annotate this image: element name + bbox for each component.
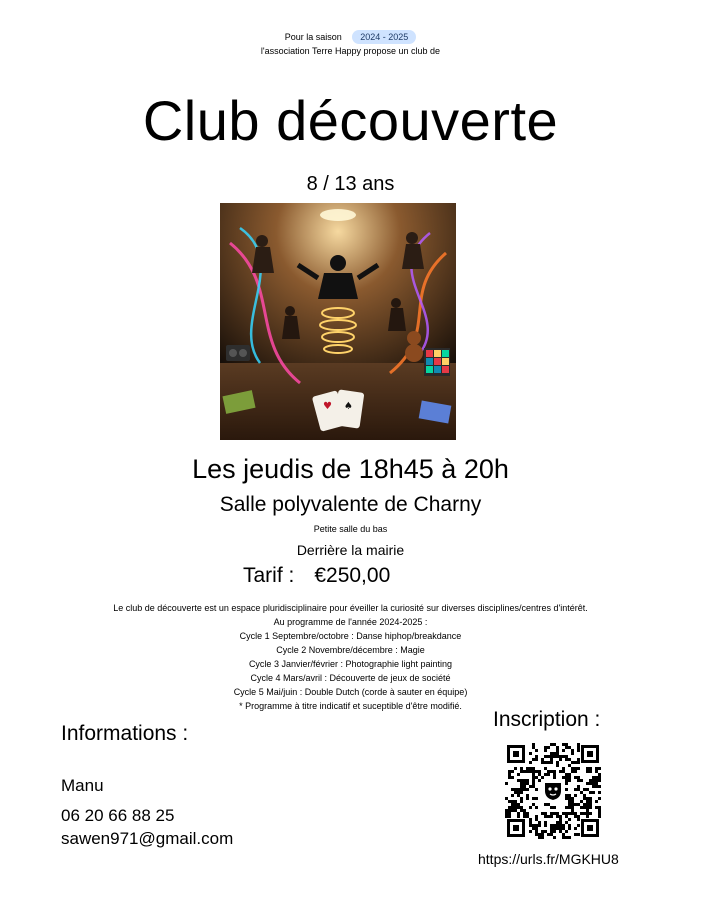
inscription-url[interactable]: https://urls.fr/MGKHU8 [478,851,619,867]
description-intro: Le club de découverte est un espace pluridisciplinaire pour éveiller la curiosité sur diverses disciplines/centres d'intérêt. [113,603,588,613]
season-label: Pour la saison [284,32,342,42]
program-cycle: Cycle 1 Septembre/octobre : Danse hiphop/breakdance [239,631,462,641]
page-title: Club découverte [142,89,559,152]
svg-text:♥: ♥ [323,401,332,412]
venue-location-hint: Derrière la mairie [296,542,405,558]
inscription-title: Inscription : [493,708,601,731]
program-cycle: Cycle 5 Mai/juin : Double Dutch (corde à sauter en équipe) [233,687,468,697]
venue-room: Petite salle du bas [313,524,388,534]
program-disclaimer: * Programme à titre indicatif et suceptible d'être modifié. [239,701,462,711]
contact-phone[interactable]: 06 20 66 88 25 [61,806,175,825]
schedule: Les jeudis de 18h45 à 20h [192,454,509,484]
season-badge: 2024 - 2025 [352,30,416,44]
intro-text: l'association Terre Happy propose un club de [260,46,441,56]
contact-email[interactable]: sawen971@gmail.com [61,829,234,848]
qr-code-icon[interactable] [505,743,601,839]
activities-collage-image [220,203,456,440]
svg-text:♠: ♠ [344,401,353,412]
informations-title: Informations : [61,722,189,745]
pricing-label: Tarif : [243,564,295,587]
program-title: Au programme de l'année 2024-2025 : [273,617,428,627]
pricing [243,564,390,588]
program-description [0,601,701,713]
venue-name: Salle polyvalente de Charny [219,493,482,516]
program-cycle: Cycle 3 Janvier/février : Photographie light painting [248,659,453,669]
age-range: 8 / 13 ans [306,173,395,195]
program-cycle: Cycle 2 Novembre/décembre : Magie [276,645,425,655]
contact-name: Manu [61,776,104,795]
pricing-price: €250,00 [314,564,391,587]
season-row [0,30,701,44]
program-cycle: Cycle 4 Mars/avril : Découverte de jeux de société [250,673,451,683]
